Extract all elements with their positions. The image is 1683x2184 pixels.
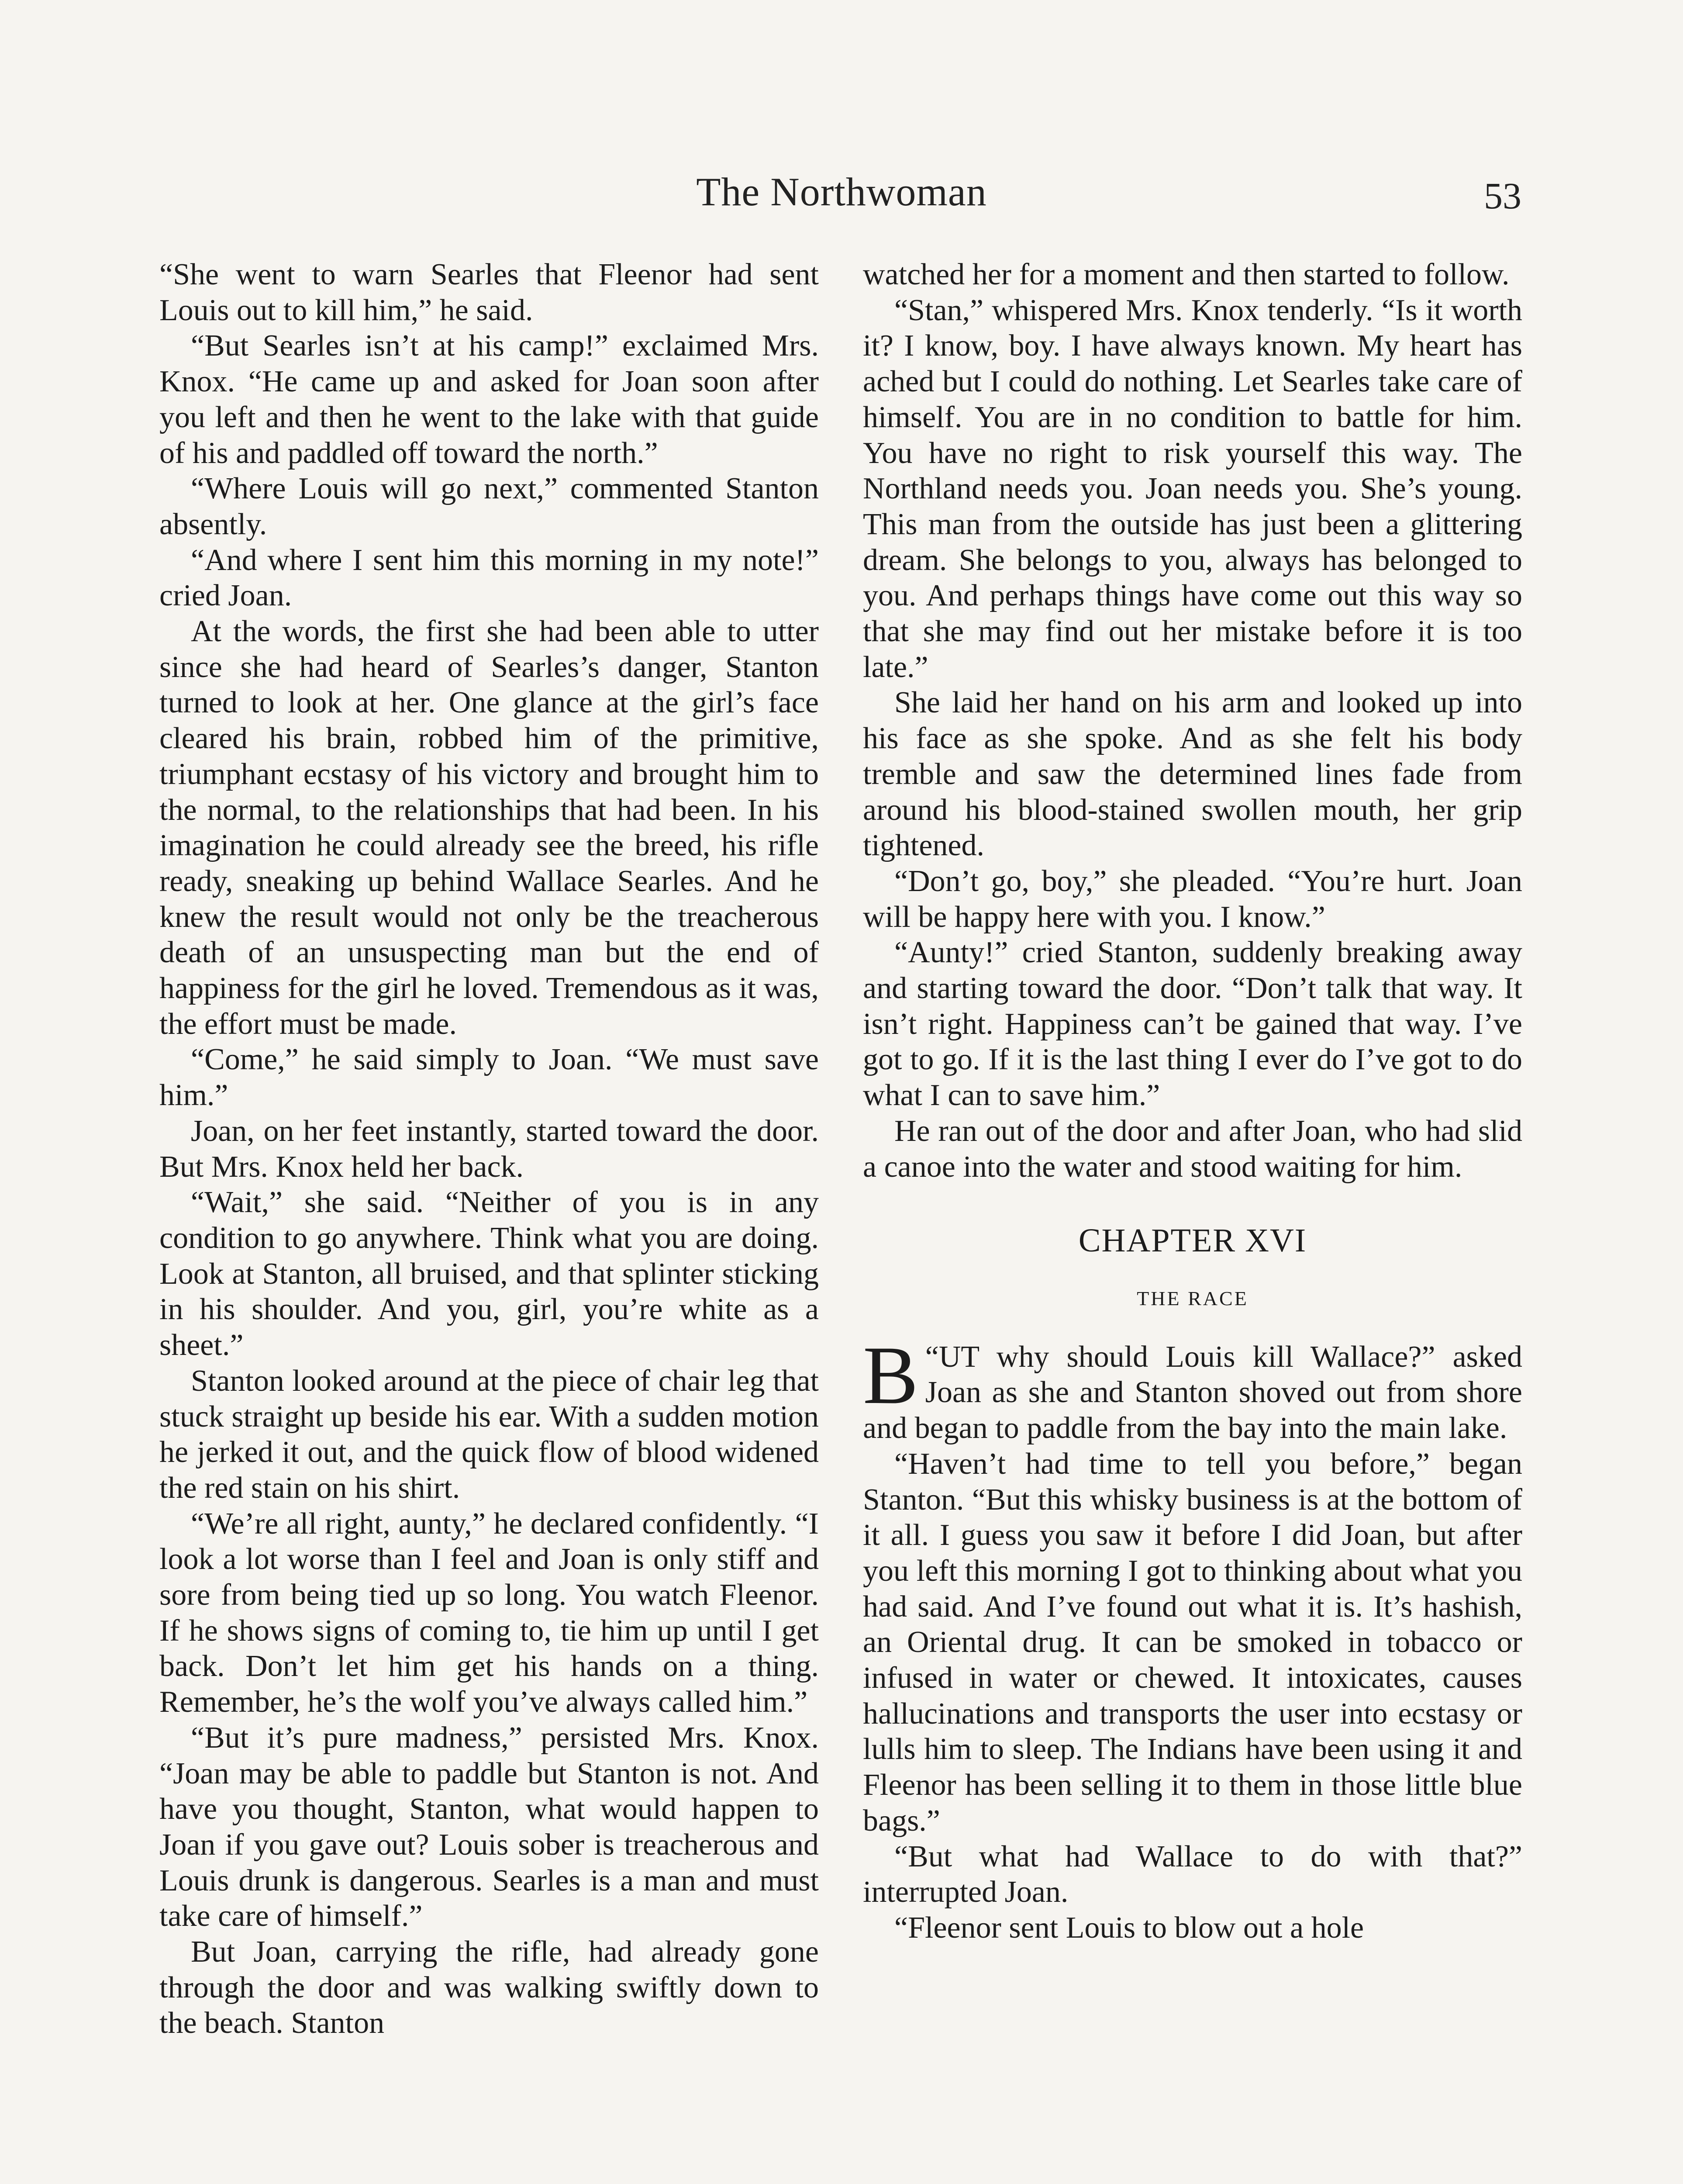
paragraph: watched her for a moment and then started to follow. bbox=[863, 258, 1510, 291]
running-title: The Northwoman bbox=[696, 169, 987, 214]
paragraph: “Fleenor sent Louis to blow out a hole bbox=[894, 1911, 1364, 1945]
page-header bbox=[0, 169, 1683, 230]
chapter-opening-paragraph bbox=[863, 1329, 1522, 1446]
paragraph: “Haven’t had time to tell you before,” began Stanton. “But this whisky business is at the bottom of it all. I guess you saw it before I did Joan, but after you left this morning I got to thinking about what you had said. And I’ve found out what it is. It’s hashish, an Oriental drug. It can be smoked in tobacco or infused in water or chewed. It intoxicates, causes hallucinations and transports the user into ecstasy or lulls him to sleep. The Indians have been using it and Fleenor has been selling it to them in those little blue bags.” bbox=[863, 1447, 1522, 1838]
chapter-subtitle: THE RACE bbox=[1137, 1287, 1248, 1310]
paragraph: “Wait,” she said. “Neither of you is in any condition to go anywhere. Think what you are doing. Look at Stanton, all bruised, and that splinter sticking in his shoulder. And you, girl, you’re white as a sheet.” bbox=[159, 1185, 819, 1362]
paragraph: “And where I sent him this morning in my note!” cried Joan. bbox=[159, 543, 819, 613]
paragraph: “Where Louis will go next,” commented Stanton absently. bbox=[159, 472, 819, 541]
paragraph: Joan, on her feet instantly, started toward the door. But Mrs. Knox held her back. bbox=[159, 1114, 819, 1184]
paragraph: But Joan, carrying the rifle, had already gone through the door and was walking swiftly down to the beach. Stanton bbox=[159, 1935, 819, 2040]
paragraph: “But Searles isn’t at his camp!” exclaimed Mrs. Knox. “He came up and asked for Joan soon after you left and then he went to the lake with that guide of his and paddled off toward the north.” bbox=[159, 329, 819, 470]
chapter-title: CHAPTER XVI bbox=[1078, 1222, 1307, 1259]
paragraph: Stanton looked around at the piece of chair leg that stuck straight up beside his ear. With a sudden motion he jerked it out, and the quick flow of blood widened the red stain on his shirt. bbox=[159, 1364, 819, 1505]
opening-quote: “ bbox=[925, 1340, 939, 1374]
paragraph: “But it’s pure madness,” persisted Mrs. Knox. “Joan may be able to paddle but Stanton is not. And have you thought, Stanton, what would happen to Joan if you gave out? Louis sober is treacherous and Louis drunk is dangerous. Searles is a man and must take care of himself.” bbox=[159, 1721, 819, 1933]
left-column bbox=[159, 257, 819, 2041]
paragraph: At the words, the first she had been able to utter since she had heard of Searles’s danger, Stanton turned to look at her. One glance at the girl’s face cleared his brain, robbed him of the primitive, triumphant ecstasy of his victory and brought him to the normal, to the relationships that had been. In his imagination he could already see the breed, his rifle ready, sneaking up behind Wallace Searles. And he knew the result would not only be the treacherous death of an unsuspecting man but the end of happiness for the girl he loved. Tremendous as it was, the effort must be made. bbox=[159, 615, 819, 1041]
paragraph: “Come,” he said simply to Joan. “We must save him.” bbox=[159, 1043, 819, 1113]
paragraph: “Aunty!” cried Stanton, suddenly breaking away and starting toward the door. “Don’t talk that way. It isn’t right. Happiness can’t be gained that way. I’ve got to go. If it is the last thing I ever do I’ve got to do what I can to save him.” bbox=[863, 936, 1522, 1113]
paragraph: “Don’t go, boy,” she pleaded. “You’re hurt. Joan will be happy here with you. I know.” bbox=[863, 864, 1522, 934]
paragraph: “Stan,” whispered Mrs. Knox tenderly. “Is it worth it? I know, boy. I have always known. My heart has ached but I could do nothing. Let Searles take care of himself. You are in no condition to battle for him. You have no right to risk yourself this way. The Northland needs you. Joan needs you. She’s young. This man from the outside has just been a glittering dream. She belongs to you, always has belonged to you. And perhaps things have come out this way so that she may find out her mistake before it is too late.” bbox=[863, 293, 1522, 684]
page-number: 53 bbox=[1484, 175, 1521, 217]
paragraph: “She went to warn Searles that Fleenor had sent Louis out to kill him,” he said. bbox=[159, 258, 819, 327]
opening-text: UT why should Louis kill Wallace?” asked Joan as she and Stanton shoved out from shore and began to paddle from the bay into the main lake. bbox=[863, 1340, 1522, 1445]
right-column bbox=[863, 257, 1522, 1946]
paragraph: She laid her hand on his arm and looked up into his face as she spoke. And as she felt his body tremble and saw the determined lines fade from around his blood-stained swollen mouth, her grip tightened. bbox=[863, 686, 1522, 863]
paragraph: “We’re all right, aunty,” he declared confidently. “I look a lot worse than I feel and Joan is only stiff and sore from being tied up so long. You watch Fleenor. If he shows signs of coming to, tie him up until I get back. Don’t let him get his hands on a thing. Remember, he’s the wolf you’ve always called him.” bbox=[159, 1507, 819, 1719]
drop-cap: B bbox=[863, 1329, 918, 1421]
paragraph: He ran out of the door and after Joan, who had slid a canoe into the water and stood waiting for him. bbox=[863, 1114, 1522, 1184]
paragraph: “But what had Wallace to do with that?” interrupted Joan. bbox=[863, 1839, 1522, 1909]
